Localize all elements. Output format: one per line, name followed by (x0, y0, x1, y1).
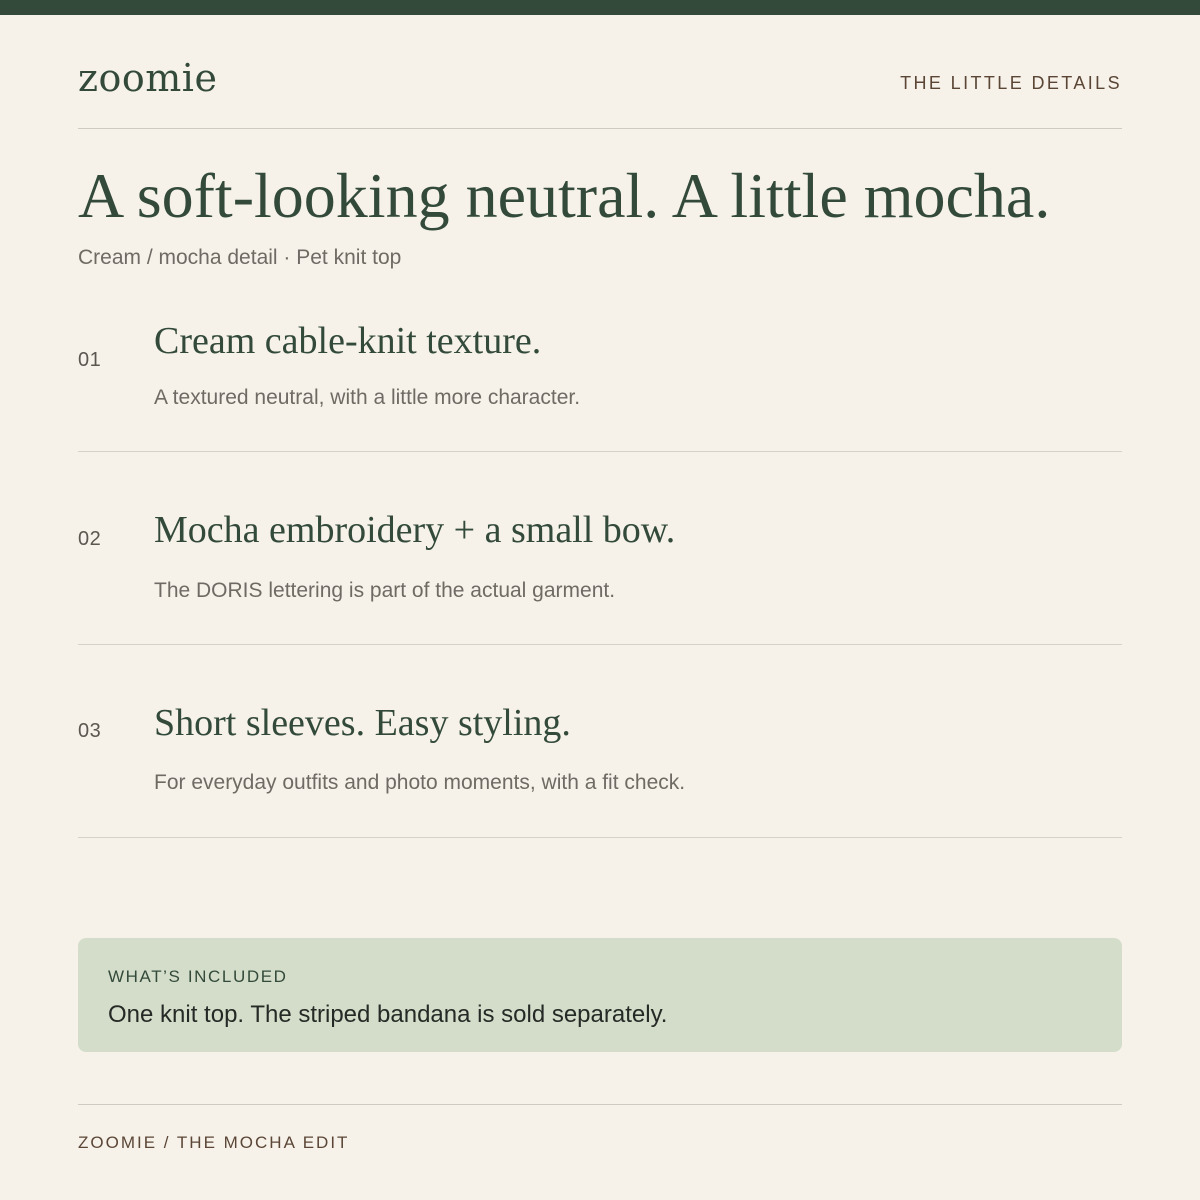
feature-number: 03 (78, 720, 102, 742)
footer (78, 1104, 1122, 1152)
feature-title: Short sleeves. Easy styling. (154, 702, 571, 744)
feature-title: Mocha embroidery + a small bow. (154, 509, 676, 551)
page-title: A soft-looking neutral. A little mocha. (78, 160, 1051, 231)
included-text: One knit top. The striped bandana is sold separately. (108, 1001, 668, 1028)
feature-title: Cream cable-knit texture. (154, 320, 542, 362)
included-label: WHAT’S INCLUDED (108, 967, 288, 986)
header (78, 52, 1122, 129)
feature-description: For everyday outfits and photo moments, with a fit check. (154, 771, 686, 794)
whats-included-panel (78, 938, 1122, 1052)
feature-number: 01 (78, 349, 102, 371)
feature-item-01 (78, 315, 1122, 452)
feature-description: The DORIS lettering is part of the actual garment. (154, 579, 616, 602)
feature-item-02 (78, 452, 1122, 645)
top-accent-bar (0, 0, 1200, 15)
brand-logo[interactable]: zoomie (78, 56, 218, 100)
footer-text: ZOOMIE / THE MOCHA EDIT (78, 1133, 350, 1152)
section-label: THE LITTLE DETAILS (900, 73, 1122, 93)
feature-description: A textured neutral, with a little more character. (154, 386, 581, 409)
feature-item-03 (78, 645, 1122, 838)
page-subtitle: Cream / mocha detail · Pet knit top (78, 246, 402, 269)
feature-number: 02 (78, 528, 102, 550)
